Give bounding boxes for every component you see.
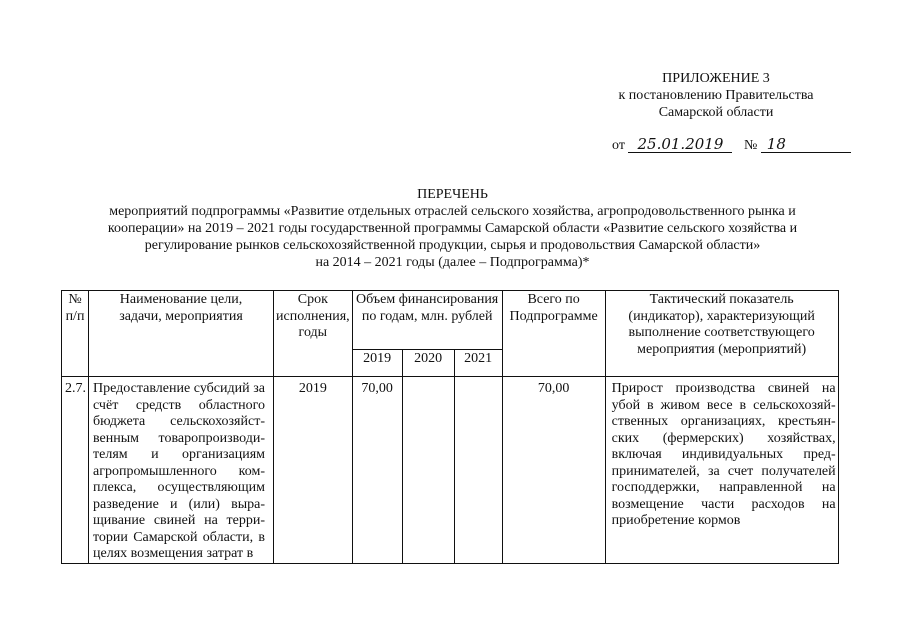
row-2019: 70,00: [352, 377, 402, 564]
col-header-volume: Объем финансирования по годам, млн. рублей: [352, 291, 502, 350]
row-name: Предоставление субсидий за счёт средств областного бюджета сельскохозяйст-венным товаропроизводи-телям и организациям агропромышленного ком-плекса, осуществляющим разведение и (или) выра-щивание свиней на терри-тории Самарской области, в целях возмещения затрат в: [89, 377, 274, 564]
number-label: №: [743, 138, 758, 153]
year-header: 2021: [454, 350, 502, 377]
col-header-name: Наименование цели, задачи, мероприятия: [89, 291, 274, 377]
appendix-title: ПРИЛОЖЕНИЕ 3: [662, 71, 770, 86]
measures-table: [61, 290, 839, 564]
document-title: [40, 186, 865, 271]
from-label: от: [612, 138, 625, 153]
row-total: 70,00: [502, 377, 605, 564]
row-2020: [402, 377, 454, 564]
row-indicator: Прирост производства свиней на убой в живом весе в сельскохозяй-ственных организациях, крестьян-ских (фермерских) хозяйствах, включая индивидуальных пред-принимателей, за счет получателей господдержки, направленной на возмещение части расходов на приобретение кормов: [605, 377, 838, 564]
title-line-3: регулирование рынков сельскохозяйственной продукции, сырья и продовольствия Самарской области»: [144, 238, 761, 253]
appendix-line-3: Самарской области: [658, 105, 774, 120]
resolution-date: 25.01.2019: [628, 136, 732, 153]
col-header-num: № п/п: [62, 291, 89, 377]
title-heading: ПЕРЕЧЕНЬ: [417, 187, 488, 202]
appendix-line-2: к постановлению Правительства: [618, 88, 814, 103]
title-line-2: кооперации» на 2019 – 2021 годы государственной программы Самарской области «Развитие сельского хозяйства и: [107, 221, 798, 236]
title-line-4: на 2014 – 2021 годы (далее – Подпрограмма)*: [315, 255, 590, 270]
table-row: [62, 377, 839, 564]
row-2021: [454, 377, 502, 564]
title-line-1: мероприятий подпрограммы «Развитие отдельных отраслей сельского хозяйства, агропродовольственного рынка и: [109, 204, 796, 219]
col-header-term: Срок исполнения, годы: [274, 291, 353, 377]
col-header-total: Всего по Подпрограмме: [502, 291, 605, 377]
appendix-block: [560, 70, 872, 121]
resolution-signature: [612, 136, 851, 154]
header-row: [62, 291, 839, 350]
year-header: 2019: [352, 350, 402, 377]
year-header: 2020: [402, 350, 454, 377]
resolution-number: 18: [761, 136, 851, 153]
col-header-indicator: Тактический показатель (индикатор), характеризующий выполнение соответствующего мероприятия (мероприятий): [605, 291, 838, 377]
row-term: 2019: [274, 377, 353, 564]
row-num: 2.7.: [62, 377, 89, 564]
